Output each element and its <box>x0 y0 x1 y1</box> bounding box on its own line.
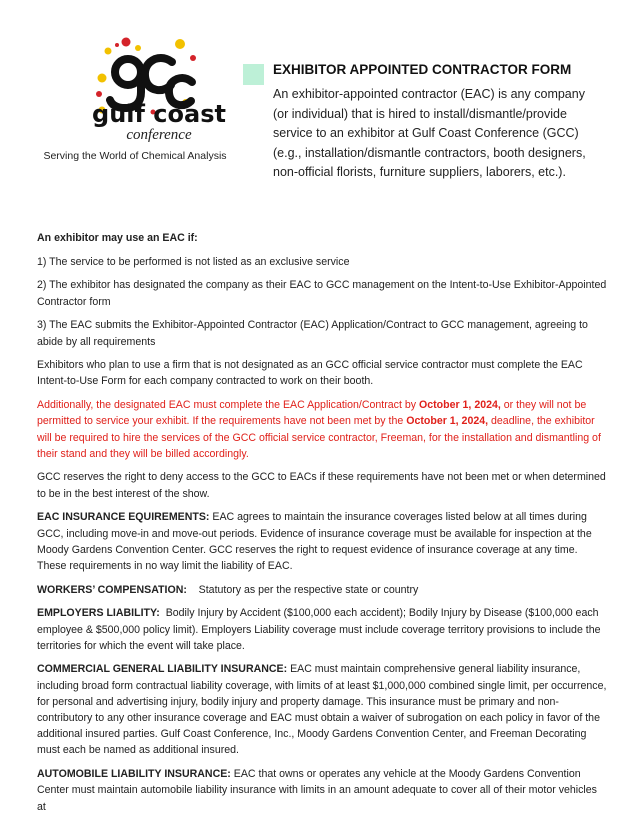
intent-paragraph: Exhibitors who plan to use a firm that is not designated as an GCC official service contractor must complete the EAC Intent-to-Use Form for each company contracted to work on their booth. <box>37 359 583 388</box>
document-body <box>37 230 607 822</box>
insurance-label: EAC INSURANCE EQUIREMENTS: <box>37 511 210 524</box>
deadline-text-2: or they will not be permitted to service your exhibit. If the requirements have not been met by the <box>37 399 587 428</box>
section-marker <box>243 64 264 85</box>
deadline-notice <box>37 397 607 462</box>
employers-liability-text: Bodily Injury by Accident ($100,000 each accident); Bodily Injury by Disease ($100,000 each employee & $500,000 policy limit). Employers Liability coverage must include coverage territory provisions to include the territories for which the event will take place. <box>37 607 604 652</box>
deadline-text-3: deadline, the exhibitor will be required to hire the services of the GCC official service contractor, Freeman, for the installation and dismantling of their stand and they will be billed accordingly. <box>37 415 601 460</box>
brand-name: gulf coast <box>92 100 226 128</box>
rule-3: 3) The EAC submits the Exhibitor-Appointed Contractor (EAC) Application/Contract to GCC management, agreeing to abide by all requirements <box>37 319 588 348</box>
intro-paragraph: An exhibitor-appointed contractor (EAC) is any company (or individual) that is hired to install/dismantle/provide service to an exhibitor at Gulf Coast Conference (GCC) (e.g., installation/dismantle contractors, booth designers, non-official florists, furniture suppliers, laborers, etc.). <box>273 87 586 179</box>
insurance-requirements <box>37 509 607 574</box>
automobile-liability <box>37 766 607 815</box>
deny-paragraph: GCC reserves the right to deny access to the GCC to EACs if these requirements have not been met or when determined to be in the best interest of the show. <box>37 471 606 500</box>
eac-heading: An exhibitor may use an EAC if: <box>37 232 198 244</box>
brand-tagline: Serving the World of Chemical Analysis <box>43 150 227 162</box>
insurance-text: EAC agrees to maintain the insurance coverages listed below at all times during GCC, including move-in and move-out periods. Evidence of insurance coverage must be available for inspection at the Moody Gardens Convention Center. GCC reserves the right to request evidence of insurance coverage at any time. These requirements in no way limit the liability of EAC. <box>37 511 592 572</box>
rule-2: 2) The exhibitor has designated the company as their EAC to GCC management on the Intent-to-Use Exhibitor-Appointed Contractor form <box>37 279 607 308</box>
workers-comp-label: WORKERS’ COMPENSATION: <box>37 583 187 596</box>
deadline-date-1: October 1, 2024, <box>418 399 501 412</box>
gcc-logo <box>22 30 252 195</box>
deadline-date-2: October 1, 2024, <box>406 415 489 428</box>
general-liability-label: COMMERCIAL GENERAL LIABILITY INSURANCE: <box>37 663 288 676</box>
automobile-liability-text: EAC that owns or operates any vehicle at the Moody Gardens Convention Center must maintain automobile liability insurance with limits in an amount adequate to cover all of their motor vehicles at <box>37 768 597 813</box>
brand-subtitle: conference <box>126 127 192 143</box>
deadline-text-1: Additionally, the designated EAC must complete the EAC Application/Contract by <box>37 399 419 412</box>
general-liability <box>37 661 607 758</box>
employers-liability <box>37 605 607 654</box>
page-title: EXHIBITOR APPOINTED CONTRACTOR FORM <box>273 62 572 77</box>
workers-comp-text: Statutory as per the respective state or country <box>186 583 419 596</box>
general-liability-text: EAC must maintain comprehensive general liability insurance, including broad form contractual liability coverage, with limits of at least $1,000,000 combined single limit, per occurrence, for personal and advertising injury, bodily injury and property damage. This insurance must be primary and non-contributory to any other insurance coverage and EAC must obtain a waiver of subrogation on each policy in favor of the additional insured parties. Gulf Coast Conference, Inc., Moody Gardens Convention Center, and Freeman Decorating must each be named as additional insured. <box>37 663 607 757</box>
employers-liability-label: EMPLOYERS LIABILITY: <box>37 607 160 620</box>
rule-1: 1) The service to be performed is not listed as an exclusive service <box>37 255 350 268</box>
workers-compensation <box>37 582 607 598</box>
automobile-liability-label: AUTOMOBILE LIABILITY INSURANCE: <box>37 768 231 781</box>
